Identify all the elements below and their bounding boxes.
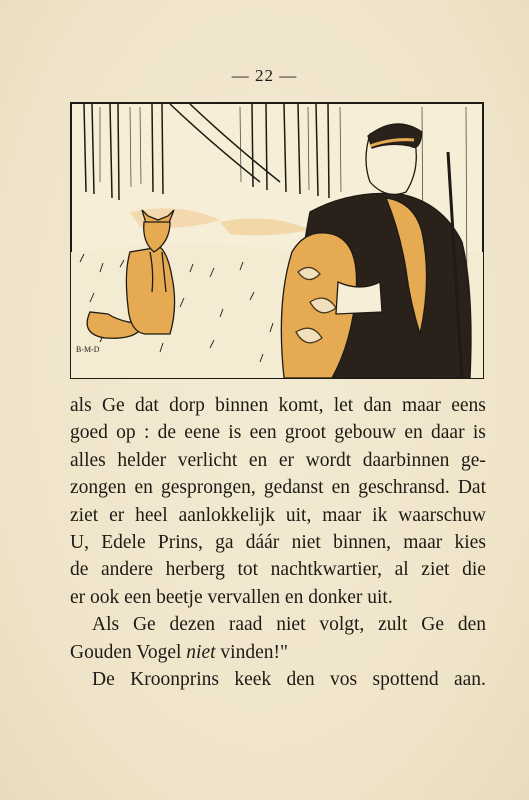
word: ziet bbox=[421, 559, 450, 581]
word: eene bbox=[184, 422, 221, 444]
text-line bbox=[70, 556, 486, 583]
text-line-with-emphasis bbox=[70, 639, 486, 666]
word: ik bbox=[372, 504, 388, 526]
word: den bbox=[457, 614, 486, 636]
word: zongen bbox=[70, 477, 127, 499]
word: zult bbox=[378, 614, 408, 636]
word: alles bbox=[70, 449, 106, 471]
text-line bbox=[70, 447, 486, 474]
word: Dat bbox=[457, 477, 486, 499]
word: verlicht bbox=[177, 449, 238, 471]
word: goed bbox=[70, 422, 108, 444]
word: Prins, bbox=[157, 531, 203, 553]
text-line bbox=[70, 529, 486, 556]
word: Kroonprins bbox=[130, 668, 219, 690]
word: ga bbox=[215, 531, 234, 553]
word: als bbox=[70, 395, 92, 416]
word: tot bbox=[237, 559, 259, 581]
fox-and-prince-illustration bbox=[70, 102, 484, 379]
paragraph-3 bbox=[70, 666, 486, 693]
word: groot bbox=[284, 422, 327, 444]
word: Ge bbox=[101, 395, 125, 416]
word: en bbox=[404, 422, 423, 444]
word: de bbox=[70, 559, 89, 581]
word: wordt bbox=[305, 449, 352, 471]
word: en bbox=[134, 477, 153, 499]
word: dat bbox=[134, 395, 159, 416]
word: daarbinnen bbox=[362, 449, 450, 471]
word: vos bbox=[330, 668, 358, 690]
word: helder bbox=[117, 449, 167, 471]
word: ziet bbox=[70, 504, 99, 526]
word: nachtkwartier, bbox=[270, 559, 382, 581]
word: uit, bbox=[285, 504, 312, 526]
word: volgt, bbox=[319, 614, 365, 636]
word: waarschuw bbox=[398, 504, 486, 526]
text-line bbox=[70, 392, 486, 419]
word: al bbox=[394, 559, 409, 581]
text-line bbox=[70, 502, 486, 529]
word: Als bbox=[92, 614, 120, 636]
text-line bbox=[70, 611, 486, 638]
word: niet bbox=[291, 531, 321, 553]
word: geschransd. bbox=[358, 477, 450, 499]
word: binnen, bbox=[333, 531, 392, 553]
word: maar bbox=[322, 504, 362, 526]
word: komt, bbox=[278, 395, 324, 416]
word: niet bbox=[276, 614, 306, 636]
word: en bbox=[248, 449, 268, 471]
word: een bbox=[249, 422, 277, 444]
page-number: — 22 — bbox=[231, 66, 298, 85]
text-before-emphasis: Gouden Vogel bbox=[70, 641, 187, 663]
text-line bbox=[70, 666, 486, 693]
word: en bbox=[331, 477, 351, 499]
word: gedanst bbox=[263, 477, 324, 499]
body-text bbox=[70, 392, 486, 693]
word: dorp bbox=[169, 395, 205, 416]
paragraph-1 bbox=[70, 392, 486, 611]
word: is bbox=[472, 422, 486, 444]
illustration-signature: B-M-D bbox=[76, 345, 100, 354]
text-line bbox=[70, 419, 486, 446]
text-after-emphasis: vinden!" bbox=[215, 641, 288, 663]
word: op bbox=[116, 422, 136, 444]
word: aan. bbox=[453, 668, 486, 690]
word: den bbox=[286, 668, 315, 690]
word: U, bbox=[70, 531, 89, 553]
word: spottend bbox=[372, 668, 439, 690]
word: binnen bbox=[215, 395, 269, 416]
word: raad bbox=[228, 614, 263, 636]
word: De bbox=[92, 668, 115, 690]
word: er bbox=[278, 449, 295, 471]
text-line bbox=[70, 474, 486, 501]
word: let bbox=[333, 395, 354, 416]
word: maar bbox=[403, 531, 443, 553]
word: keek bbox=[234, 668, 272, 690]
word: Edele bbox=[101, 531, 146, 553]
word: kies bbox=[454, 531, 486, 553]
word: aanlokkelijk bbox=[178, 504, 275, 526]
word: andere bbox=[101, 559, 153, 581]
word: dan bbox=[363, 395, 392, 416]
paragraph-2 bbox=[70, 611, 486, 666]
word: de bbox=[157, 422, 177, 444]
word: ge- bbox=[461, 449, 486, 471]
word: heel bbox=[135, 504, 168, 526]
word: Ge bbox=[421, 614, 444, 636]
word: maar bbox=[401, 395, 441, 416]
emphasized-word: niet bbox=[186, 641, 216, 663]
word: dáár bbox=[245, 531, 280, 553]
word: is bbox=[228, 422, 242, 444]
word: herberg bbox=[165, 559, 225, 581]
word: dezen bbox=[169, 614, 215, 636]
word: : bbox=[143, 422, 150, 444]
word: er bbox=[109, 504, 125, 526]
word: eens bbox=[451, 395, 486, 416]
text-line: er ook een beetje vervallen en donker uit. bbox=[70, 586, 393, 608]
word: gebouw bbox=[334, 422, 397, 444]
word: Ge bbox=[132, 614, 156, 636]
word: gesprongen, bbox=[161, 477, 256, 499]
word: daar bbox=[431, 422, 465, 444]
word: die bbox=[462, 559, 486, 581]
